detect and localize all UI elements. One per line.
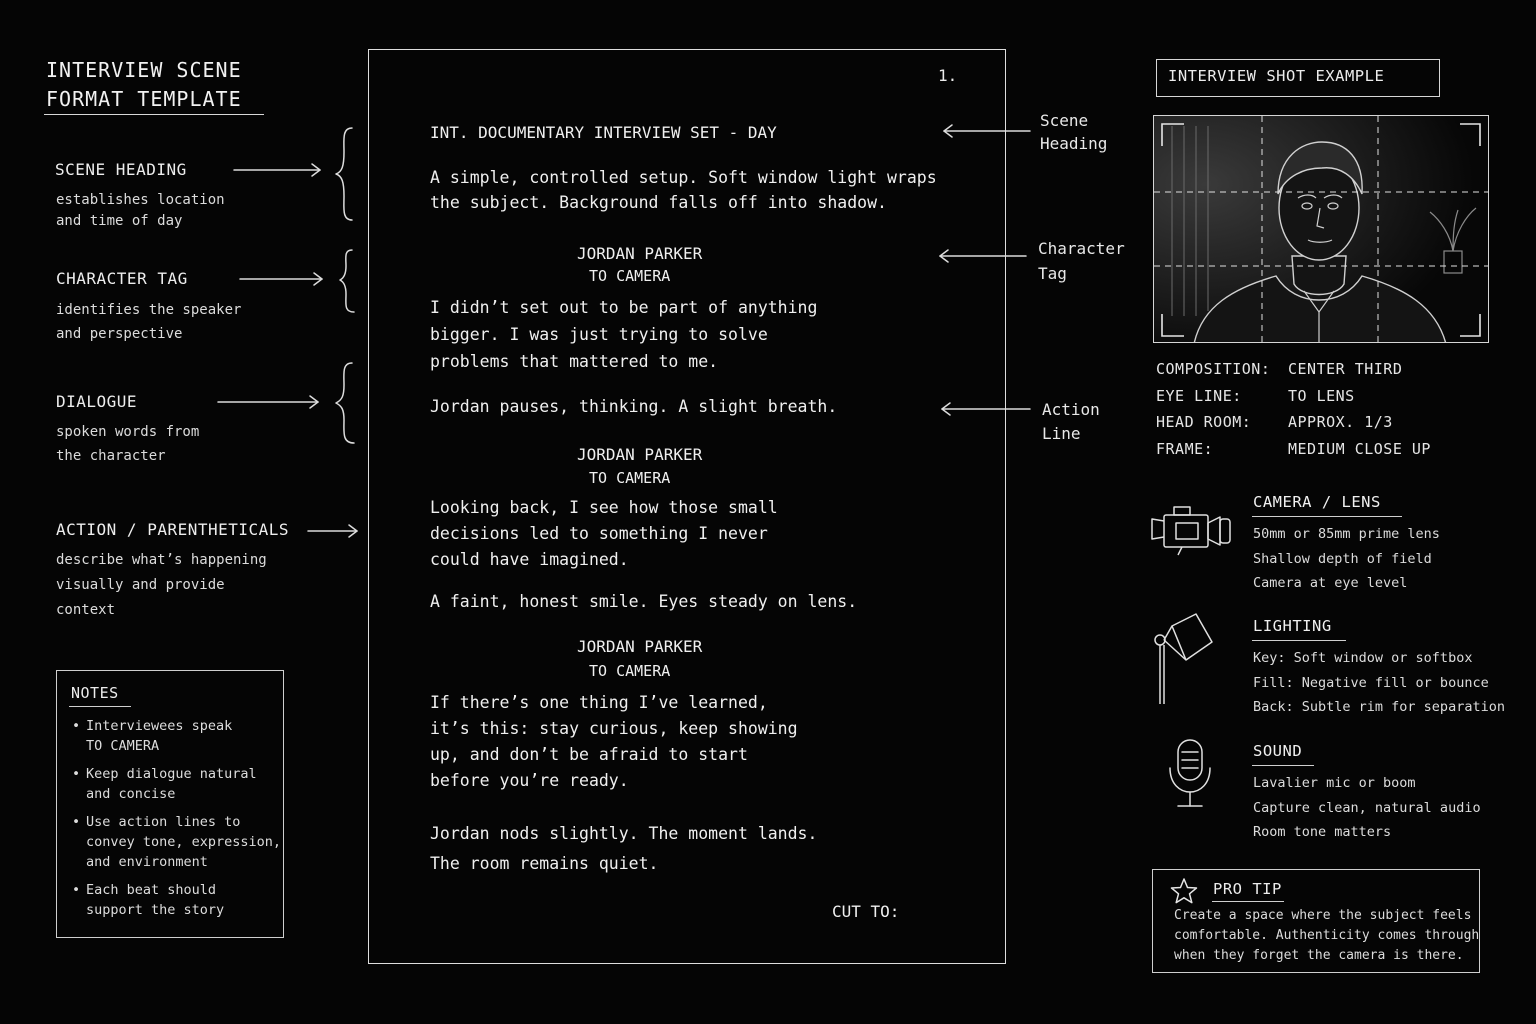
character-tag: JORDAN PARKER xyxy=(577,244,703,263)
spec-key: HEAD ROOM: xyxy=(1156,413,1252,431)
dialogue-block xyxy=(430,294,817,375)
list-item: Shallow depth of field xyxy=(1253,550,1432,567)
dialogue-text: I didn’t set out to be part of anything xyxy=(430,298,818,317)
spec-value: TO LENS xyxy=(1288,387,1355,405)
section-title-sound: SOUND xyxy=(1253,742,1303,760)
brace-icon xyxy=(336,128,352,220)
pro-tip-text xyxy=(1174,906,1479,966)
pro-tip-line: when they forget the camera is there. xyxy=(1174,948,1464,963)
interview-shot-frame xyxy=(1153,115,1489,343)
annotation-label-action: ACTION / PARENTHETICALS xyxy=(56,520,290,539)
note-line: • Interviewees speak xyxy=(86,718,233,734)
pro-tip-title: PRO TIP xyxy=(1213,880,1282,898)
dialogue-text: could have imagined. xyxy=(430,550,629,569)
callout-action-line xyxy=(1042,398,1100,446)
callout-scene-heading xyxy=(1040,109,1107,155)
annotation-desc-line: visually and provide xyxy=(56,577,225,593)
annotation-desc-line: establishes location xyxy=(56,192,225,208)
pro-tip-underline xyxy=(1212,901,1284,902)
brace-icon xyxy=(336,363,354,443)
dialogue-text: bigger. I was just trying to solve xyxy=(430,325,768,344)
annotation-desc-line: context xyxy=(56,602,116,618)
section-title-camera-lens: CAMERA / LENS xyxy=(1253,493,1381,511)
notes-title-underline xyxy=(69,706,131,707)
callout-line: Character xyxy=(1038,239,1125,258)
spec-key: EYE LINE: xyxy=(1156,387,1242,405)
annotation-label-scene-heading: SCENE HEADING xyxy=(55,160,187,179)
note-line: and environment xyxy=(86,854,208,870)
section-underline xyxy=(1252,765,1314,766)
list-item: Fill: Negative fill or bounce xyxy=(1253,674,1489,691)
annotation-desc-line: the character xyxy=(56,448,166,464)
microphone-icon xyxy=(1166,738,1216,810)
dialogue-text: it’s this: stay curious, keep showing xyxy=(430,719,798,738)
annotation-label-character-tag: CHARACTER TAG xyxy=(56,269,188,288)
annotation-desc-line: and perspective xyxy=(56,326,183,342)
callout-character-tag xyxy=(1038,236,1125,286)
note-line: convey tone, expression, xyxy=(86,834,282,850)
portrait-sketch-icon xyxy=(1154,116,1489,343)
action-line: Jordan pauses, thinking. A slight breath. xyxy=(430,397,838,416)
section-title-lighting: LIGHTING xyxy=(1253,617,1332,635)
note-line: • Use action lines to xyxy=(86,814,241,830)
list-item: Key: Soft window or softbox xyxy=(1253,650,1473,666)
dialogue-block xyxy=(430,495,778,573)
template-title-line: INTERVIEW SCENE xyxy=(46,58,242,82)
spec-key: FRAME: xyxy=(1156,440,1214,458)
notes-title: NOTES xyxy=(71,684,119,702)
list-item: Lavalier mic or boom xyxy=(1253,775,1416,791)
pro-tip-line: comfortable. Authenticity comes through xyxy=(1174,928,1480,943)
list-item xyxy=(70,812,280,872)
action-line: A faint, honest smile. Eyes steady on lens. xyxy=(430,592,858,611)
parenthetical: TO CAMERA xyxy=(589,267,671,285)
dialogue-block xyxy=(430,690,798,794)
action-line xyxy=(430,819,817,879)
list-item: Back: Subtle rim for separation xyxy=(1253,699,1505,715)
notes-list xyxy=(70,716,280,928)
spec-value: APPROX. 1/3 xyxy=(1288,413,1393,431)
section-underline xyxy=(1252,516,1402,517)
spec-value: MEDIUM CLOSE UP xyxy=(1288,440,1431,458)
section-underline xyxy=(1252,640,1346,641)
annotation-label-dialogue: DIALOGUE xyxy=(56,392,138,411)
note-line: and concise xyxy=(86,786,176,802)
note-line: • Each beat should xyxy=(86,882,217,898)
dialogue-text: before you’re ready. xyxy=(430,771,629,790)
callout-line: Scene xyxy=(1040,111,1089,130)
spec-value: CENTER THIRD xyxy=(1288,360,1403,378)
dialogue-text: decisions led to something I never xyxy=(430,524,768,543)
annotation-desc-line: identifies the speaker xyxy=(56,302,242,318)
callout-line: Action xyxy=(1042,400,1100,419)
shot-title: INTERVIEW SHOT EXAMPLE xyxy=(1168,67,1385,85)
action-line xyxy=(430,165,937,215)
camera-lens-list xyxy=(1253,522,1440,596)
dialogue-text: up, and don’t be afraid to start xyxy=(430,745,748,764)
page-number: 1. xyxy=(938,66,958,85)
transition: CUT TO: xyxy=(832,902,900,921)
video-camera-icon xyxy=(1148,505,1234,555)
dialogue-text: problems that mattered to me. xyxy=(430,352,719,371)
character-tag: JORDAN PARKER xyxy=(577,445,703,464)
annotation-desc-line: spoken words from xyxy=(56,424,200,440)
action-text: Jordan nods slightly. The moment lands. xyxy=(430,824,818,843)
action-text: the subject. Background falls off into shadow. xyxy=(430,193,887,212)
brace-icon xyxy=(340,250,354,312)
callout-line: Heading xyxy=(1040,134,1108,153)
action-text: The room remains quiet. xyxy=(430,854,659,873)
parenthetical: TO CAMERA xyxy=(589,662,671,680)
dialogue-text: Looking back, I see how those small xyxy=(430,498,778,517)
scene-heading: INT. DOCUMENTARY INTERVIEW SET - DAY xyxy=(430,123,777,142)
note-line: support the story xyxy=(86,902,225,918)
sound-list xyxy=(1253,771,1481,845)
list-item: Capture clean, natural audio xyxy=(1253,799,1481,816)
callout-line: Line xyxy=(1042,424,1081,443)
lighting-list xyxy=(1253,646,1505,720)
annotation-desc-line: and time of day xyxy=(56,213,183,229)
parenthetical: TO CAMERA xyxy=(589,469,671,487)
list-item: Camera at eye level xyxy=(1253,575,1408,591)
list-item xyxy=(70,716,280,756)
list-item xyxy=(70,880,280,920)
spec-key: COMPOSITION: xyxy=(1156,360,1271,378)
softbox-light-icon xyxy=(1150,612,1216,706)
action-text: A simple, controlled setup. Soft window light wraps xyxy=(430,168,937,187)
list-item: Room tone matters xyxy=(1253,824,1392,840)
pro-tip-line: Create a space where the subject feels xyxy=(1174,908,1472,923)
star-icon xyxy=(1170,877,1198,905)
character-tag: JORDAN PARKER xyxy=(577,637,703,656)
list-item: 50mm or 85mm prime lens xyxy=(1253,526,1440,542)
dialogue-text: If there’s one thing I’ve learned, xyxy=(430,693,768,712)
note-line: TO CAMERA xyxy=(86,738,160,754)
list-item xyxy=(70,764,280,804)
callout-line: Tag xyxy=(1038,264,1067,283)
template-title-line: FORMAT TEMPLATE xyxy=(46,87,242,111)
annotation-desc-line: describe what’s happening xyxy=(56,552,267,568)
note-line: • Keep dialogue natural xyxy=(86,766,257,782)
